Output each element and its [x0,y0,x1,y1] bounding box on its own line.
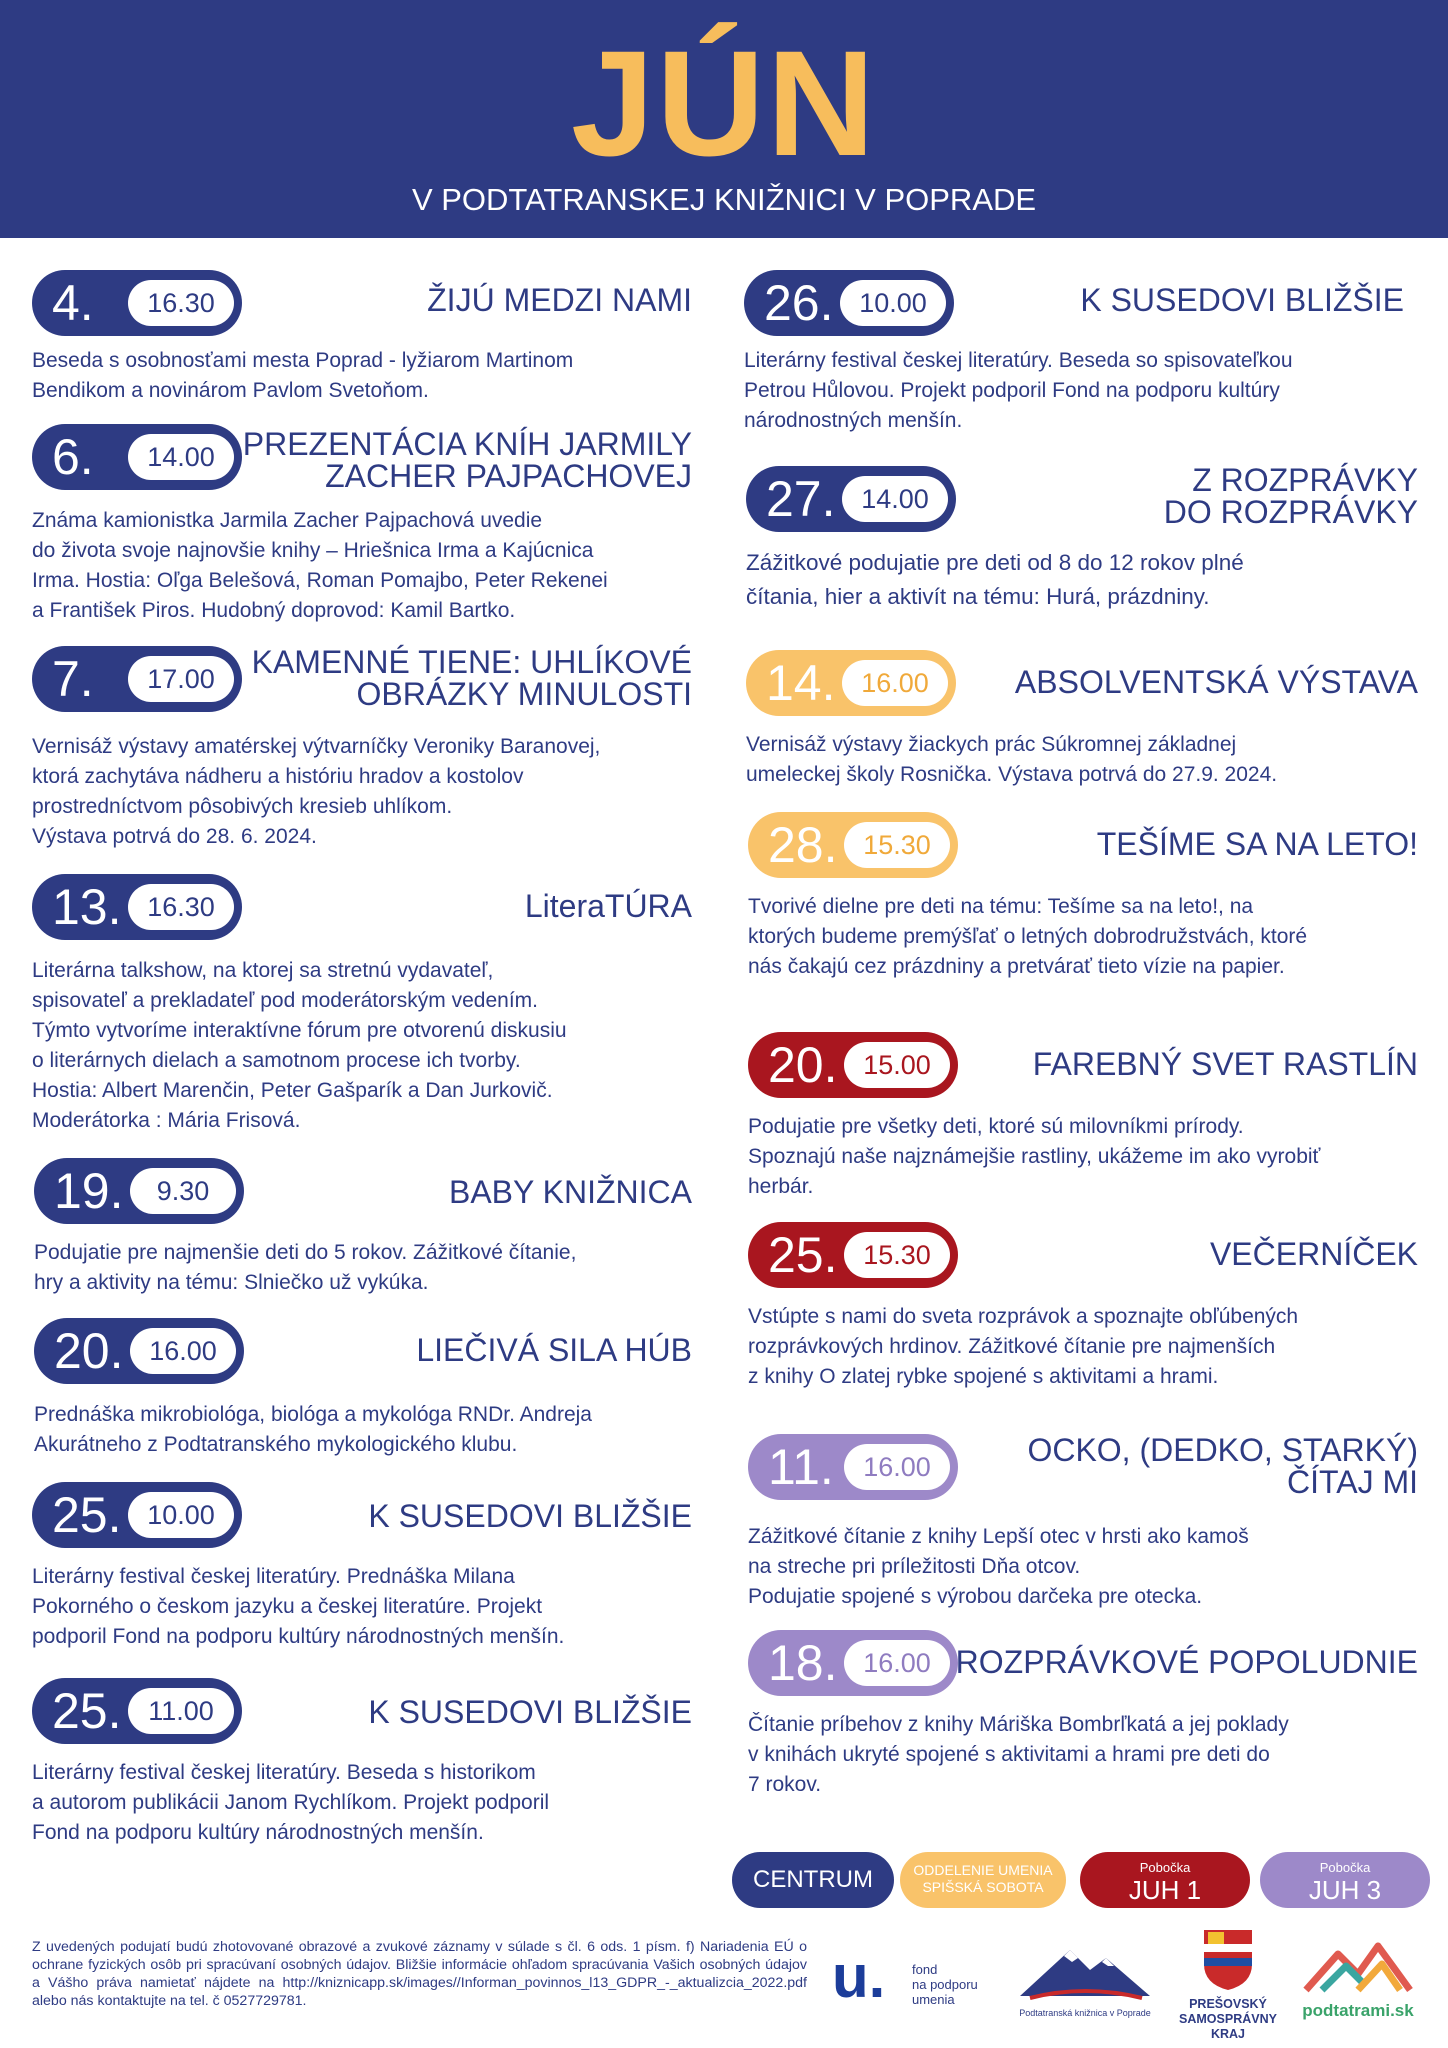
event-description: Vstúpte s nami do sveta rozprávok a spoznajte obľúbených rozprávkových hrdinov. Zážitkové čítanie pre najmenších z knihy O zlatej rybke spojené s aktivitami a hrami. [748,1305,1299,1388]
event-title: LiteraTÚRA [524,888,692,924]
event-title: K SUSEDOVI BLIŽŠIE [1080,282,1404,318]
mountain-peaks-icon [1296,1940,1420,1994]
date-pill [746,650,956,716]
event-time: 16.00 [844,1640,950,1686]
legend-oddelenie-umenia: ODDELENIE UMENIA SPIŠSKÁ SOBOTA [900,1852,1066,1908]
month-title: JÚN [570,19,878,187]
event-day: 25. [52,1683,122,1739]
event-title: FAREBNÝ SVET RASTLÍN [1032,1046,1418,1082]
event-day: 25. [52,1487,122,1543]
event-description: Vernisáž výstavy žiackych prác Súkromnej základnej umeleckej školy Rosnička. Výstava potrvá do 27.9. 2024. [746,733,1278,786]
date-pill [748,1630,958,1696]
header-subtitle: V PODTATRANSKEJ KNIŽNICI V POPRADE [411,182,1037,217]
event-description: Literárny festival českej literatúry. Prednáška Milana Pokorného o českom jazyku a českej literatúre. Projekt podporil Fond na podporu kultúry národnostných menšín. [32,1565,565,1648]
event-description: Podujatie pre všetky deti, ktoré sú milovníkmi prírody. Spoznajú naše najznámejšie rastliny, ukážeme im ako vyrobiť herbár. [748,1115,1321,1198]
mountain-icon [1010,1936,1160,2002]
event-day: 20. [54,1323,124,1379]
event-day: 7. [52,651,94,707]
event-title: ABSOLVENTSKÁ VÝSTAVA [1014,664,1418,700]
event-description: Vernisáž výstavy amatérskej výtvarníčky Veroniky Baranovej, ktorá zachytáva nádheru a históriu hradov a kostolov prostredníctvom pôsobivých kresieb uhlíkom. Výstava potrvá do 28. 6. 2024. [32,735,601,848]
event-day: 4. [52,275,94,331]
date-pill [34,1318,244,1384]
event-time: 14.00 [128,434,234,480]
event-title: K SUSEDOVI BLIŽŠIE [368,1694,692,1730]
event-time: 11.00 [128,1688,234,1734]
date-pill [746,466,956,532]
event-description: Čítanie príbehov z knihy Máriška Bombrľkatá a jej poklady v knihách ukryté spojené s aktivitami a hrami pre deti do 7 rokov. [748,1713,1289,1796]
fond-mark: u. [832,1943,886,2010]
date-pill [744,270,954,336]
event-day: 14. [766,655,836,711]
event-time: 16.00 [844,1444,950,1490]
event-time: 10.00 [840,280,946,326]
event-day: 27. [766,471,836,527]
event-day: 18. [768,1635,838,1691]
event-day: 19. [54,1163,124,1219]
event-day: 26. [764,275,834,331]
legend-juh3: Pobočka JUH 3 [1260,1852,1430,1908]
date-pill [748,812,958,878]
event-time: 17.00 [128,656,234,702]
event-title: LIEČIVÁ SILA HÚB [416,1332,692,1368]
podtatrami-logo: podtatrami.sk [1296,1940,1420,2026]
date-pill [32,646,242,712]
event-day: 25. [768,1227,838,1283]
event-title: TEŠÍME SA NA LETO! [1096,826,1418,862]
coat-of-arms-icon [1168,1926,1288,1992]
event-title: Z ROZPRÁVKY DO ROZPRÁVKY [1163,462,1418,530]
gdpr-footnote: Z uvedených podujatí budú zhotovované obrazové a zvukové záznamy v súlade s čl. 6 ods. 1 písm. f) Nariadenia EÚ o ochrane fyzických osôb pri spracúvaní osobných údajov. Bližšie informácie ohľadom spracúvania Vašich osobných údajov a Vášho práva namietať nájdete na http://kniznicapp.sk/images//Informan_povinnos_l13_GDPR_-_aktualizcia_2022.pdf alebo nás kontaktujte na tel. č 0527729781. [32,1939,807,2009]
date-pill [32,424,242,490]
event-title: ROZPRÁVKOVÉ POPOLUDNIE [955,1644,1418,1680]
event-description: Podujatie pre najmenšie deti do 5 rokov. Zážitkové čítanie, hry a aktivity na tému: Slniečko už vykúka. [34,1241,577,1294]
date-pill [32,874,242,940]
event-description: Známa kamionistka Jarmila Zacher Pajpachová uvedie do života svoje najnovšie knihy – Hriešnica Irma a Kajúcnica Irma. Hostia: Oľga Belešová, Roman Pomajbo, Peter Rekenei a František Piros. Hudobný doprovod: Kamil Bartko. [32,509,608,622]
event-time: 16.00 [130,1328,236,1374]
event-title: KAMENNÉ TIENE: UHLÍKOVÉ OBRÁZKY MINULOSTI [251,644,692,712]
event-description: Literárny festival českej literatúry. Beseda so spisovateľkou Petrou Hůlovou. Projekt podporil Fond na podporu kultúry národnostných menšín. [744,349,1293,432]
legend-juh1: Pobočka JUH 1 [1080,1852,1250,1908]
event-day: 20. [768,1037,838,1093]
event-day: 11. [768,1439,834,1495]
event-time: 14.00 [842,476,948,522]
event-time: 9.30 [130,1168,236,1214]
event-description: Literárny festival českej literatúry. Beseda s historikom a autorom publikácii Janom Rychlíkom. Projekt podporil Fond na podporu kultúry národnostných menšín. [32,1761,550,1844]
event-time: 15.30 [844,822,950,868]
date-pill [34,1158,244,1224]
legend-centrum: CENTRUM [732,1852,894,1908]
date-pill [32,270,242,336]
event-description: Literárna talkshow, na ktorej sa stretnú vydavateľ, spisovateľ a prekladateľ pod moderátorským vedením. Týmto vytvoríme interaktívne fórum pre otvorenú diskusiu o literárnych dielach a samotnom procese ich tvorby. Hostia: Albert Marenčin, Peter Gašparík a Dan Jurkovič. Moderátorka : Mária Frisová. [32,959,567,1132]
date-pill [748,1434,958,1500]
event-day: 28. [768,817,838,873]
event-time: 16.30 [128,884,234,930]
date-pill [32,1678,242,1744]
header-banner [0,0,1448,238]
date-pill [748,1222,958,1288]
event-day: 6. [52,429,94,485]
event-description: Beseda s osobnosťami mesta Poprad - lyžiarom Martinom Bendikom a novinárom Pavlom Svetoňom. [32,349,574,402]
event-time: 15.00 [844,1042,950,1088]
presovsky-kraj-logo: PREŠOVSKÝ SAMOSPRÁVNY KRAJ [1168,1926,1288,2044]
event-title: OCKO, (DEDKO, STARKÝ) ČÍTAJ MI [1027,1432,1418,1500]
event-title: VEČERNÍČEK [1209,1236,1418,1272]
event-time: 16.00 [842,660,948,706]
event-title: PREZENTÁCIA KNÍH JARMILY ZACHER PAJPACHOVEJ [242,426,692,494]
date-pill [32,1482,242,1548]
event-description: Zážitkové podujatie pre deti od 8 do 12 rokov plné čítania, hier a aktivít na tému: Hurá, prázdniny. [746,550,1244,609]
event-description: Prednáška mikrobiológa, biológa a mykológa RNDr. Andreja Akurátneho z Podtatranského mykologického klubu. [34,1403,592,1456]
date-pill [748,1032,958,1098]
event-title: K SUSEDOVI BLIŽŠIE [368,1498,692,1534]
event-time: 16.30 [128,280,234,326]
event-description: Zážitkové čítanie z knihy Lepší otec v hrsti ako kamoš na streche pri príležitosti Dňa otcov. Podujatie spojené s výrobou darčeka pre otecka. [748,1525,1249,1608]
event-title: BABY KNIŽNICA [448,1174,692,1210]
event-description: Tvorivé dielne pre deti na tému: Tešíme sa na leto!, na ktorých budeme premýšľať o letných dobrodružstvách, ktoré nás čakajú cez prázdniny a pretvárať tieto vízie na papier. [748,895,1308,978]
event-time: 10.00 [128,1492,234,1538]
fond-na-podporu-umenia-logo: u. fond na podporu umenia [832,1943,978,2010]
event-time: 15.30 [844,1232,950,1278]
event-day: 13. [52,879,122,935]
podtatranska-kniznica-logo: Podtatranská knižnica v Poprade [1010,1936,1160,2026]
event-title: ŽIJÚ MEDZI NAMI [427,282,692,318]
